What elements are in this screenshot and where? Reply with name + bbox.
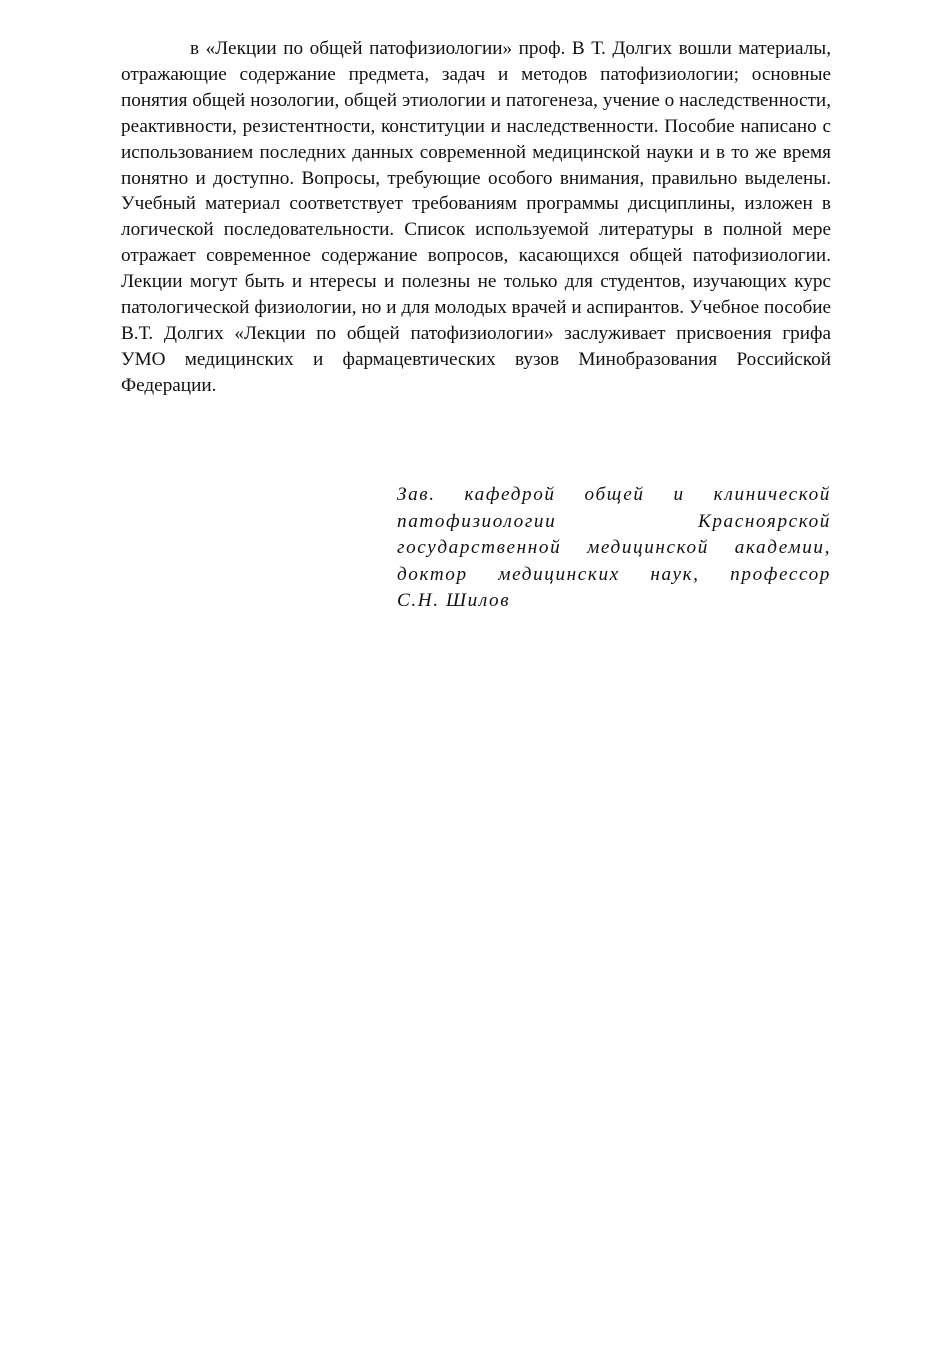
signature-degree-line: доктор медицинских наук, профессор <box>397 563 831 585</box>
review-paragraph: в «Лекции по общей патофизиологии» проф. В Т. Долгих вошли материалы, отражающие содержание предмета, задач и методов патофизиологии; основные понятия общей нозологии, общей этиологии и патогенеза, учение о наследственности, реактивности, резистентности, конституции и наследственности. Пособие написано с использованием последних данных современной медицинской науки и в то же время понятно и доступно. Вопросы, требующие особого внимания, правильно выделены. Учебный материал соответствует требованиям программы дисциплины, изложен в логической последовательности. Список используемой литературы в полной мере отражает современное содержание вопросов, касающихся общей патофизиологии. Лекции могут быть и нтересы и полезны не только для студентов, изучающих курс патологической физиологии, но и для молодых врачей и аспирантов. Учебное пособие В.Т. Долгих «Лекции по общей патофизиологии» заслуживает присвоения грифа УМО медицинских и фармацевтических вузов Минобразования Российской Федерации. <box>121 38 831 396</box>
signature-department-line: патофизиологии Красноярской <box>397 510 831 532</box>
signature-institution-line: государственной медицинской академии, <box>397 537 831 558</box>
signature-name: С.Н. Шилов <box>397 590 511 611</box>
signature-position-line: Зав. кафедрой общей и клинической <box>397 484 831 505</box>
signature-block <box>397 482 831 615</box>
